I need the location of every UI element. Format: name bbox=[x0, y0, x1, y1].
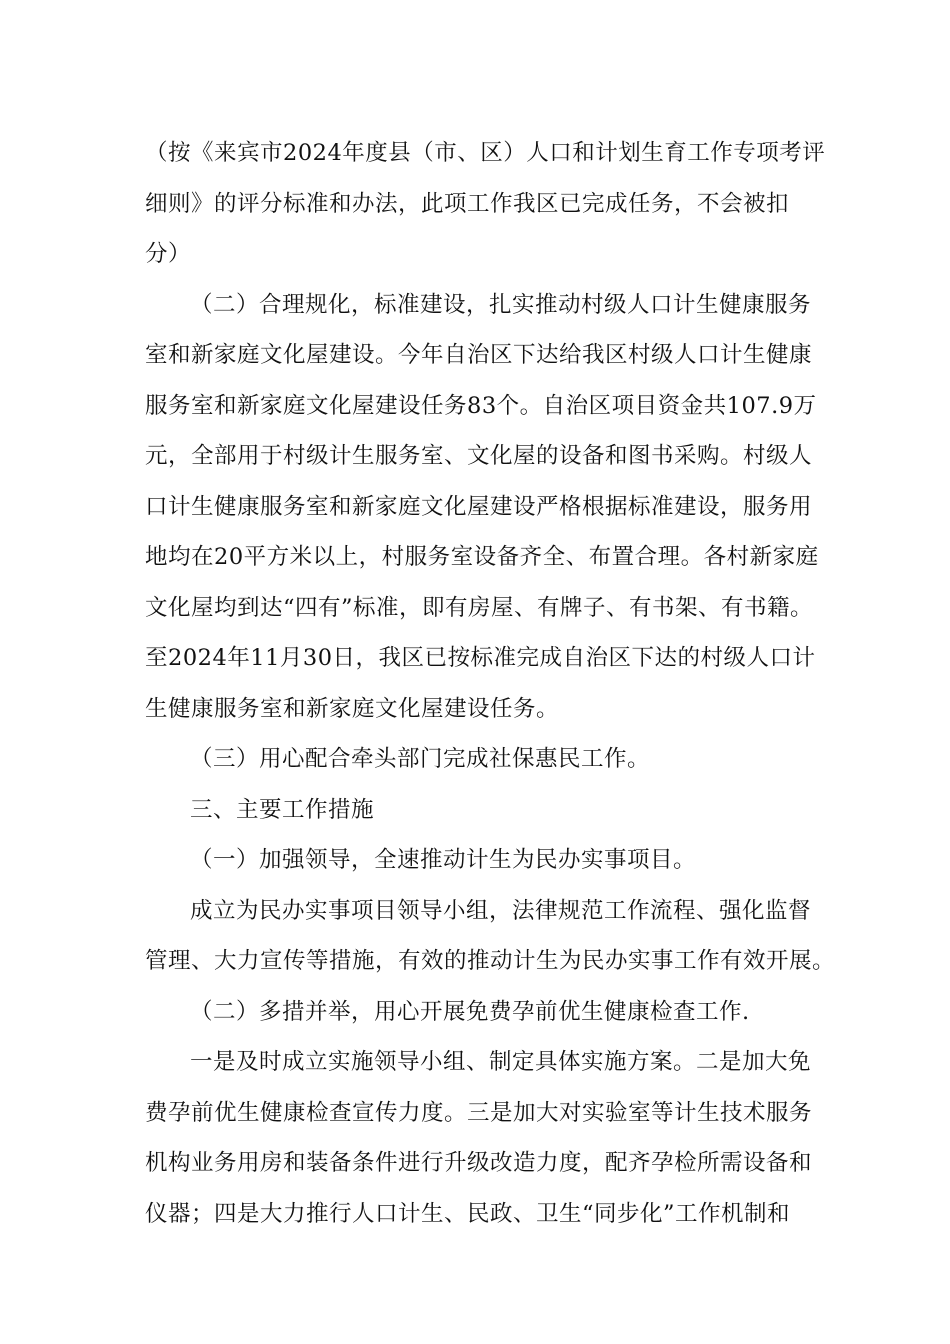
text-line: 仪器；四是大力推行人口计生、民政、卫生“同步化”工作机制和 bbox=[145, 1200, 791, 1227]
section-heading: （二）多措并举，用心开展免费孕前优生健康检查工作. bbox=[190, 998, 750, 1025]
text-line: 生健康服务室和新家庭文化屋建设任务。 bbox=[145, 695, 560, 722]
text-line: 机构业务用房和装备条件进行升级改造力度，配齐孕检所需设备和 bbox=[145, 1150, 813, 1176]
text-line: 文化屋均到达“四有”标准，即有房屋、有牌子、有书架、有书籍。 bbox=[145, 594, 814, 621]
section-heading: 三、主要工作措施 bbox=[190, 796, 375, 823]
text-line: 元，全部用于村级计生服务室、文化屋的设备和图书采购。村级人 bbox=[145, 443, 813, 469]
text-line: 口计生健康服务室和新家庭文化屋建设严格根据标准建设，服务用 bbox=[145, 493, 813, 520]
text-line: 管理、大力宣传等措施，有效的推动计生为民办实事工作有效开展。 bbox=[145, 948, 836, 974]
text-line: 地均在20平方米以上，村服务室设备齐全、布置合理。各村新家庭 bbox=[145, 544, 819, 570]
text-line: 一是及时成立实施领导小组、制定具体实施方案。二是加大免 bbox=[190, 1049, 812, 1075]
text-line: 室和新家庭文化屋建设。今年自治区下达给我区村级人口计生健康 bbox=[145, 342, 813, 368]
text-line: 细则》的评分标准和办法，此项工作我区已完成任务，不会被扣 bbox=[145, 190, 790, 217]
section-heading: （一）加强领导，全速推动计生为民办实事项目。 bbox=[190, 847, 697, 873]
text-line: 分） bbox=[145, 241, 192, 267]
text-line: 成立为民办实事项目领导小组，法律规范工作流程、强化监督 bbox=[190, 897, 812, 924]
text-line: 费孕前优生健康检查宣传力度。三是加大对实验室等计生技术服务 bbox=[145, 1099, 813, 1126]
text-line: （按《来宾市2024年度县（市、区）人口和计划生育工作专项考评 bbox=[145, 140, 826, 166]
section-heading: （三）用心配合牵头部门完成社保惠民工作。 bbox=[190, 746, 651, 772]
document-body bbox=[145, 128, 836, 1239]
text-line: 服务室和新家庭文化屋建设任务83个。自治区项目资金共107.9万 bbox=[145, 392, 817, 419]
text-line: 至2024年11月30日，我区已按标准完成自治区下达的村级人口计 bbox=[145, 645, 816, 671]
section-heading: （二）合理规化，标准建设，扎实推动村级人口计生健康服务 bbox=[190, 291, 812, 318]
